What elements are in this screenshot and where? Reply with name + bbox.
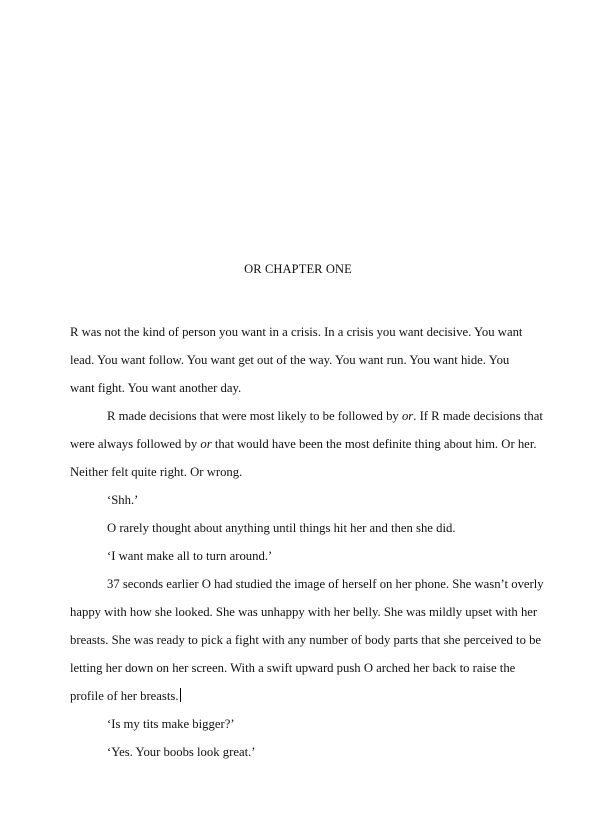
paragraph-2 bbox=[70, 402, 543, 486]
text-line: 37 seconds earlier O had studied the image of herself on her phone. She wasn’t overly bbox=[107, 577, 544, 591]
paragraph-4 bbox=[70, 514, 530, 542]
paragraph-7 bbox=[70, 710, 530, 738]
text-line: R was not the kind of person you want in a crisis. In a crisis you want decisive. You want bbox=[70, 325, 523, 339]
chapter-title: OR CHAPTER ONE bbox=[244, 262, 352, 276]
text-line: ‘Yes. Your boobs look great.’ bbox=[107, 745, 256, 759]
text-line: R made decisions that were most likely to be followed by or. If R made decisions that bbox=[107, 409, 543, 423]
paragraph-5 bbox=[70, 542, 530, 570]
text-line: breasts. She was ready to pick a fight with any number of body parts that she perceived to be bbox=[70, 633, 542, 647]
document-body[interactable] bbox=[70, 318, 544, 766]
paragraph-1 bbox=[70, 318, 530, 402]
paragraph-6 bbox=[70, 570, 544, 710]
text-line: Neither felt quite right. Or wrong. bbox=[70, 465, 243, 479]
text-line: ‘Is my tits make bigger?’ bbox=[107, 717, 235, 731]
text-line: happy with how she looked. She was unhappy with her belly. She was mildly upset with her bbox=[70, 605, 538, 619]
emphasis-or: or bbox=[401, 409, 414, 423]
text-line: letting her down on her screen. With a swift upward push O arched her back to raise the bbox=[70, 661, 516, 675]
paragraph-8 bbox=[70, 738, 530, 766]
text-line: O rarely thought about anything until things hit her and then she did. bbox=[107, 521, 456, 535]
emphasis-or: or bbox=[200, 437, 212, 451]
text-line: ‘Shh.’ bbox=[107, 493, 139, 507]
text-cursor bbox=[180, 688, 181, 702]
text-line: want fight. You want another day. bbox=[70, 381, 242, 395]
paragraph-3 bbox=[70, 486, 530, 514]
text-line: were always followed by or that would have been the most definite thing about him. Or her. bbox=[70, 437, 537, 451]
text-line: profile of her breasts. bbox=[70, 689, 179, 703]
text-line: ‘I want make all to turn around.’ bbox=[107, 549, 273, 563]
text-line: lead. You want follow. You want get out of the way. You want run. You want hide. You bbox=[70, 353, 510, 367]
